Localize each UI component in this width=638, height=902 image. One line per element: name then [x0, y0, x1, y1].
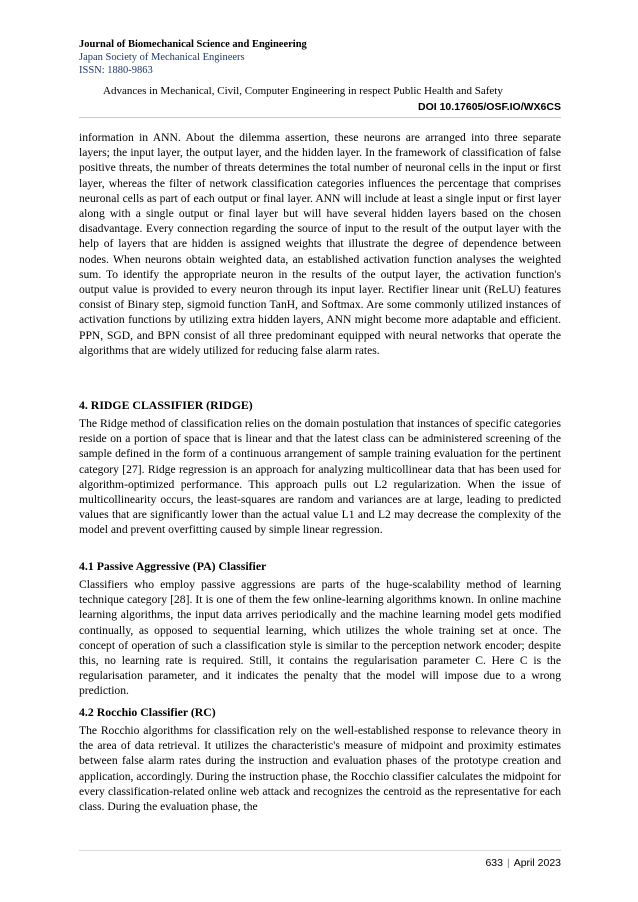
footer-divider: [79, 850, 561, 851]
journal-series: Advances in Mechanical, Civil, Computer Engineering in respect Public Health and Safety: [103, 85, 503, 97]
subsection-heading-pa: 4.1 Passive Aggressive (PA) Classifier: [79, 559, 267, 573]
header-divider: [79, 117, 561, 118]
journal-issn: ISSN: 1880-9863: [79, 65, 153, 76]
doi-value: 10.17605/OSF.IO/WX6CS: [439, 101, 561, 113]
doi-line: [418, 101, 561, 113]
subsection-heading-rc: 4.2 Rocchio Classifier (RC): [79, 705, 216, 719]
page-number: 633: [485, 857, 503, 869]
journal-society: Japan Society of Mechanical Engineers: [79, 52, 245, 63]
page-footer: [485, 857, 561, 869]
paragraph-ann: information in ANN. About the dilemma assertion, these neurons are arranged into three separate layers; the input layer, the output layer, and the hidden layer. In the framework of classification of false positive threats, the number of threats determines the total number of neuronal cells in the input or first layer, whereas the filter of network classification categories influences the percentage that comprises neuronal cells as part of each output or final layer. ANN will include at least a single input or first layer along with a single output or final layer but will have several hidden layers based on the chosen disadvantage. Every connection regarding the source of input to the result of the output layer with the help of layers that are hidden is assigned weights that illustrate the degree of dependence between nodes. When neurons obtain weighted data, an established activation function analyses the weighted sum. To identify the appropriate neuron in the results of the output layer, the activation function's output value is provided to every neuron through its input layer. Rectifier linear unit (ReLU) features consist of Binary step, sigmoid function TanH, and Softmax. Are some commonly utilized instances of activation functions by utilizing extra hidden layers, ANN might become more adaptable and efficient. PPN, SGD, and BPN consist of all three predominant equipped with neural networks that operate the algorithms that are widely utilized for reducing false alarm rates.: [79, 131, 561, 357]
paragraph-rc: The Rocchio algorithms for classification rely on the well-established response to relevance theory in the area of data retrieval. It utilizes the characteristic's measure of midpoint and proximity estimates between false alarm rates during the instruction and evaluation phases of the prototype creation and application, accordingly. During the instruction phase, the Rocchio classifier calculates the midpoint for every classification-related online web attack and recognizes the centroid as the representative for each class. During the evaluation phase, the: [79, 724, 561, 814]
section-heading-ridge: 4. RIDGE CLASSIFIER (RIDGE): [79, 398, 253, 412]
footer-separator: |: [506, 857, 510, 869]
paragraph-pa: Classifiers who employ passive aggressions are parts of the huge-scalability method of learning technique category [28]. It is one of them the few online-learning algorithms known. In online machine learning algorithms, the input data arrives periodically and the machine learning model gets modified continually, as opposed to sequential learning, which utilizes the whole training set at once. The concept of operation of such a classification style is similar to the perception network encoder; despite this, no learning rate is required. Still, it contains the regularisation parameter C. Here C is the regularisation parameter, and it indicates the penalty that the model will impose due to a wrong prediction.: [79, 578, 561, 698]
paragraph-ridge: The Ridge method of classification relies on the domain postulation that instances of specific categories reside on a portion of space that is linear and that the latest class can be administered screening of the sample defined in the form of a continuous arrangement of sample training evaluation for the pertinent category [27]. Ridge regression is an approach for analyzing multicollinear data that has been used for algorithm-optimized performance. This approach pulls out L2 regularization. When the issue of multicollinearity occurs, the least-squares are random and variances are at large, leading to predicted values that are significantly lower than the actual value L1 and L2 may decrease the complexity of the model and prevent overfitting caused by simple linear regression.: [79, 417, 561, 537]
doi-label: DOI: [418, 101, 437, 113]
journal-title: Journal of Biomechanical Science and Engineering: [79, 39, 307, 50]
publication-date: April 2023: [513, 857, 561, 869]
